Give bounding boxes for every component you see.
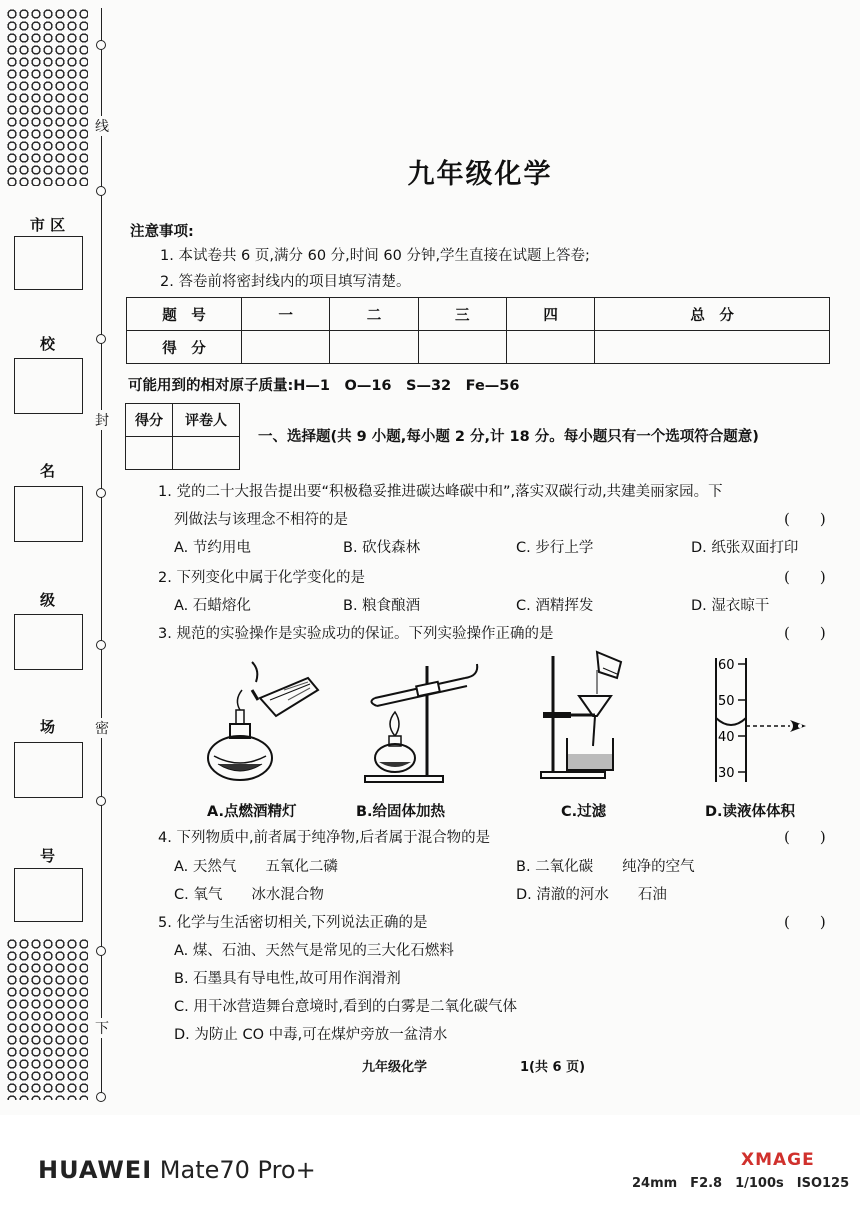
page-title: 九年级化学 xyxy=(407,159,553,190)
question-4-option-c: C. 氧气 冰水混合物 xyxy=(174,887,324,903)
score-cell[interactable] xyxy=(242,331,330,364)
question-2-stem: 2. 下列变化中属于化学变化的是 xyxy=(158,570,365,586)
field-box-name[interactable] xyxy=(14,486,83,542)
section-heading: 一、选择题(共 9 小题,每小题 2 分,计 18 分。每小题只有一个选项符合题意) xyxy=(258,429,759,445)
question-2-option-a: A. 石蜡熔化 xyxy=(174,598,251,614)
question-4-option-a: A. 天然气 五氧化二磷 xyxy=(174,859,338,875)
binding-hole xyxy=(96,946,106,956)
figure-c-filtration-icon xyxy=(535,650,635,780)
score-table xyxy=(126,297,830,364)
binding-hole xyxy=(96,488,106,498)
field-label-grade: 级 xyxy=(39,591,55,609)
question-2-option-c: C. 酒精挥发 xyxy=(516,598,594,614)
footer-page: 1(共 6 页) xyxy=(520,1060,586,1075)
score-header-1: 一 xyxy=(242,298,330,331)
answer-paren[interactable]: ( ) xyxy=(784,510,826,528)
score-cell[interactable] xyxy=(418,331,506,364)
binding-hole xyxy=(96,40,106,50)
camera-brand-name: HUAWEI xyxy=(38,1156,153,1184)
score-header-total: 总 分 xyxy=(595,298,830,331)
grader-score-cell[interactable] xyxy=(126,437,173,470)
camera-brand xyxy=(38,1156,316,1184)
field-box-district[interactable] xyxy=(14,236,83,290)
grader-marker-label: 评卷人 xyxy=(173,404,240,437)
figure-d-cylinder-icon xyxy=(710,654,815,784)
question-4-option-d: D. 清澈的河水 石油 xyxy=(516,887,667,903)
camera-logo: XMAGE xyxy=(741,1150,815,1170)
question-2-option-d: D. 湿衣晾干 xyxy=(691,598,770,614)
question-1-option-a: A. 节约用电 xyxy=(174,540,251,556)
question-5-option-a: A. 煤、石油、天然气是常见的三大化石燃料 xyxy=(174,943,454,959)
question-4-stem: 4. 下列物质中,前者属于纯净物,后者属于混合物的是 xyxy=(158,830,491,846)
grader-marker-cell[interactable] xyxy=(173,437,240,470)
figure-b-heating-icon xyxy=(355,658,485,786)
field-box-number[interactable] xyxy=(14,868,83,922)
cylinder-tick-50: 50 xyxy=(718,694,735,709)
question-5-stem: 5. 化学与生活密切相关,下列说法正确的是 xyxy=(158,915,428,931)
question-5-option-b: B. 石墨具有导电性,故可用作润滑剂 xyxy=(174,971,401,987)
camera-model: Mate70 Pro+ xyxy=(159,1156,316,1184)
notice-heading: 注意事项: xyxy=(130,224,194,240)
binding-hole xyxy=(96,640,106,650)
score-header-4: 四 xyxy=(506,298,594,331)
question-5-option-d: D. 为防止 CO 中毒,可在煤炉旁放一盆清水 xyxy=(174,1027,448,1043)
field-box-school[interactable] xyxy=(14,358,83,414)
atomic-masses: 可能用到的相对原子质量:H—1 O—16 S—32 Fe—56 xyxy=(128,378,520,394)
field-label-number: 号 xyxy=(39,847,55,865)
binding-hole xyxy=(96,334,106,344)
binding-hole xyxy=(96,1092,106,1102)
question-3-option-c: C.过滤 xyxy=(561,804,607,820)
binding-char-feng: 封 xyxy=(94,410,110,430)
question-1-stem-2: 列做法与该理念不相符的是 xyxy=(174,512,348,528)
binding-char-xian: 线 xyxy=(94,116,110,136)
notice-item-1: 1. 本试卷共 6 页,满分 60 分,时间 60 分钟,学生直接在试题上答卷; xyxy=(160,248,590,264)
answer-paren[interactable]: ( ) xyxy=(784,828,826,846)
footer-subject: 九年级化学 xyxy=(362,1060,428,1075)
score-cell[interactable] xyxy=(506,331,594,364)
field-label-school: 校 xyxy=(39,335,55,353)
question-3-option-b: B.给固体加热 xyxy=(356,804,446,820)
field-box-grade[interactable] xyxy=(14,614,83,670)
grader-score-label: 得分 xyxy=(126,404,173,437)
question-5-option-c: C. 用干冰营造舞台意境时,看到的白雾是二氧化碳气体 xyxy=(174,999,517,1015)
question-3-stem: 3. 规范的实验操作是实验成功的保证。下列实验操作正确的是 xyxy=(158,626,554,642)
figure-a-alcohol-lamp-icon xyxy=(200,660,330,785)
answer-paren[interactable]: ( ) xyxy=(784,568,826,586)
score-row-label: 得 分 xyxy=(127,331,242,364)
question-1-option-c: C. 步行上学 xyxy=(516,540,594,556)
binding-char-mi: 密 xyxy=(94,718,110,738)
answer-paren[interactable]: ( ) xyxy=(784,624,826,642)
cylinder-tick-30: 30 xyxy=(718,766,735,781)
question-3-option-a: A.点燃酒精灯 xyxy=(207,804,297,820)
score-header-label: 题 号 xyxy=(127,298,242,331)
score-cell[interactable] xyxy=(330,331,418,364)
question-3-option-d: D.读液体体积 xyxy=(705,804,796,820)
field-box-room[interactable] xyxy=(14,742,83,798)
score-cell[interactable] xyxy=(595,331,830,364)
binding-char-xia: 下 xyxy=(94,1018,110,1038)
question-4-option-b: B. 二氧化碳 纯净的空气 xyxy=(516,859,695,875)
camera-specs: 24mm F2.8 1/100s ISO125 xyxy=(632,1176,850,1191)
cylinder-tick-40: 40 xyxy=(718,730,735,745)
field-label-room: 场 xyxy=(39,718,55,736)
grader-box xyxy=(125,403,240,470)
binding-hole xyxy=(96,796,106,806)
question-2-option-b: B. 粮食酿酒 xyxy=(343,598,421,614)
question-1-option-d: D. 纸张双面打印 xyxy=(691,540,799,556)
field-label-name: 名 xyxy=(39,462,55,480)
question-1-stem: 1. 党的二十大报告提出要“积极稳妥推进碳达峰碳中和”,落实双碳行动,共建美丽家园。下 xyxy=(158,484,723,500)
cylinder-tick-60: 60 xyxy=(718,658,735,673)
answer-paren[interactable]: ( ) xyxy=(784,913,826,931)
notice-item-2: 2. 答卷前将密封线内的项目填写清楚。 xyxy=(160,274,411,290)
field-label-district: 市 区 xyxy=(29,216,66,234)
score-header-2: 二 xyxy=(330,298,418,331)
score-header-3: 三 xyxy=(418,298,506,331)
question-1-option-b: B. 砍伐森林 xyxy=(343,540,421,556)
binding-dots-bottom xyxy=(6,938,88,1100)
